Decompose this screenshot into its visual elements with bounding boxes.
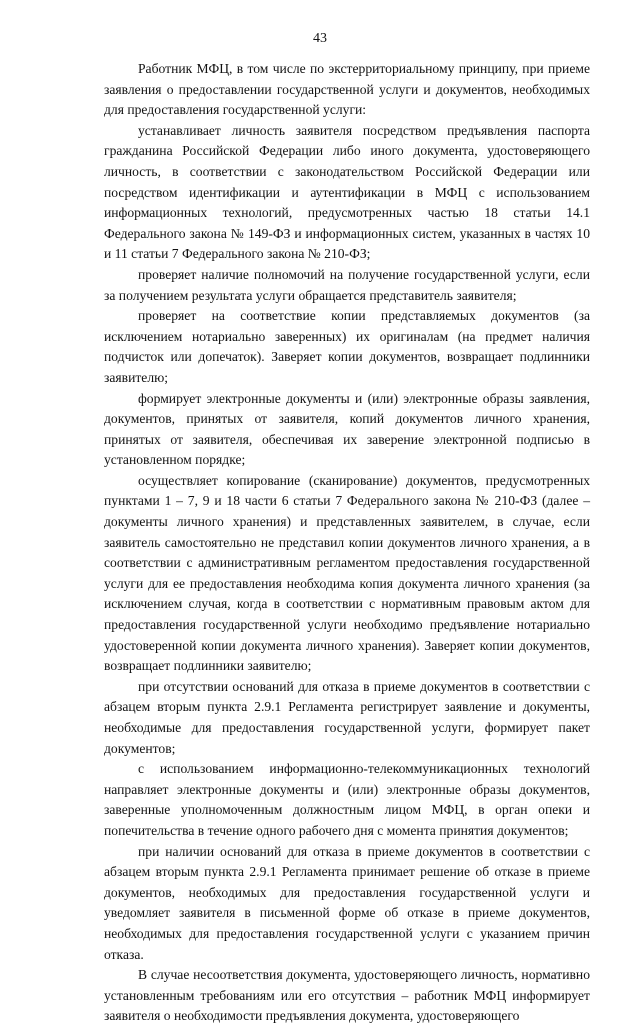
refusal-paragraph: при наличии оснований для отказа в приеме документов в соответствии с абзацем вторым пункта 2.9.1 Регламента принимает решение об отказе в приеме документов, необходимых для предоставления государственной услуги и уведомляет заявителя в письменной форме об отказе в приеме документов, необходимых для предоставления государственной услуги с указанием причин отказа. <box>104 843 590 962</box>
identity-mismatch-paragraph: В случае несоответствия документа, удостоверяющего личность, нормативно установленным требованиям или его отсутствия – работник МФЦ информирует заявителя о необходимости предъявления документа, удостоверяющего <box>104 967 590 1024</box>
transmission-paragraph: с использованием информационно-телекоммуникационных технологий направляет электронные документы и (или) электронные образы документов, заверенные уполномоченным должностным лицом МФЦ, в орган опеки и попечительства в течение одного рабочего дня с момента принятия документов; <box>104 761 590 838</box>
authority-check-paragraph: проверяет наличие полномочий на получение государственной услуги, если за получением результата услуги обращается представитель заявителя; <box>104 266 590 303</box>
identity-check-paragraph: устанавливает личность заявителя посредством предъявления паспорта гражданина Российской Федерации либо иного документа, удостоверяющего личность, в соответствии с законодательством Российской Федерации или посредством идентификации и аутентификации в МФЦ с использованием информационных технологий, предусмотренных частью 18 статьи 14.1 Федерального закона № 149-ФЗ и информационных систем, указанных в частях 10 и 11 статьи 7 Федерального закона № 210-ФЗ; <box>104 122 590 262</box>
electronic-documents-paragraph: формирует электронные документы и (или) электронные образы заявления, документов, принятых от заявителя, копий документов личного хранения, принятых от заявителя, обеспечивая их заверение электронной подписью в установленном порядке; <box>104 390 590 468</box>
intro-paragraph: Работник МФЦ, в том числе по экстерриториальному принципу, при приеме заявления о предоставлении государственной услуги и документов, необходимых для предоставления государственной услуги: <box>104 61 590 118</box>
copy-verification-paragraph: проверяет на соответствие копии представляемых документов (за исключением нотариально заверенных) их оригиналам (на предмет наличия подчисток или допечаток). Заверяет копии документов, возвращает подлинники заявителю; <box>104 308 590 385</box>
scanning-paragraph: осуществляет копирование (сканирование) документов, предусмотренных пунктами 1 – 7, 9 и 18 части 6 статьи 7 Федерального закона № 210-ФЗ (далее – документы личного хранения) и представленных заявителем, в случае, если заявитель самостоятельно не представил копии документов личного хранения, а в соответствии с административным регламентом предоставления государственной услуги для ее предоставления необходима копия документа личного хранения (за исключением случая, когда в соответствии с нормативным правовым актом для предоставления государственной услуги необходимо предъявление нотариально удостоверенной копии документа личного хранения). Заверяет копии документов, возвращает подлинники заявителю; <box>104 472 590 674</box>
document-body <box>104 59 590 1027</box>
registration-paragraph: при отсутствии оснований для отказа в приеме документов в соответствии с абзацем вторым пункта 2.9.1 Регламента регистрирует заявление и документы, необходимые для предоставления государственной услуги, формирует пакет документов; <box>104 678 590 756</box>
page-number: 43 <box>313 31 327 46</box>
